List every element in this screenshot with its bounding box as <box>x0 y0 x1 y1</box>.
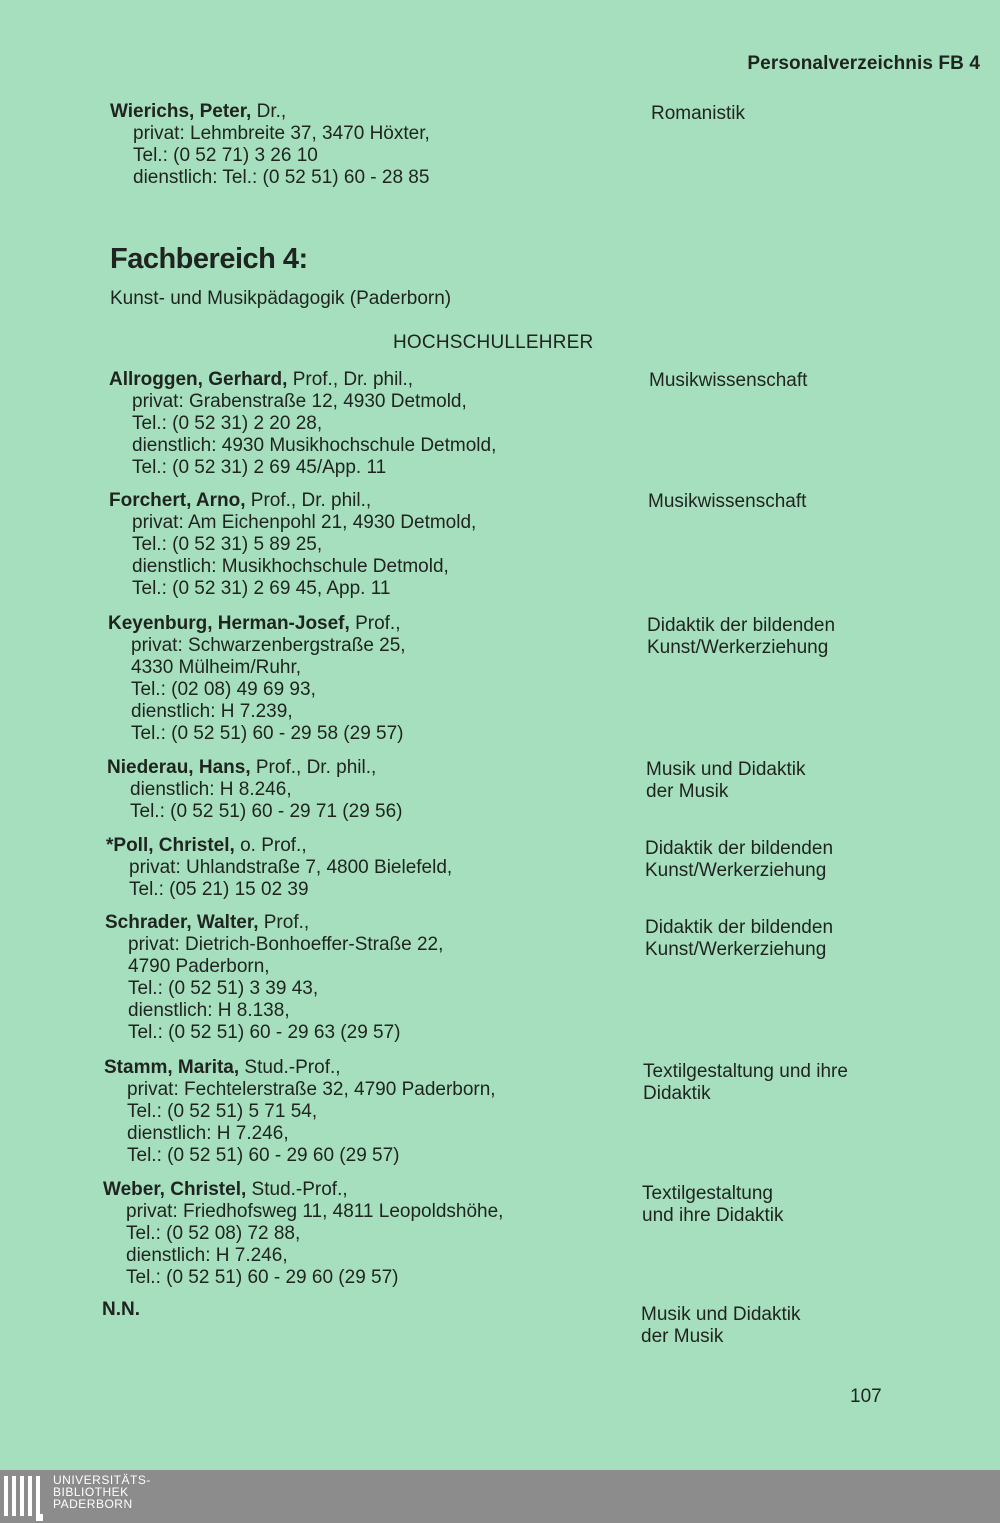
entry-name: Forchert, Arno, <box>109 490 246 511</box>
entry-forchert <box>109 490 476 600</box>
entry-field: Textilgestaltung und ihre Didaktik <box>642 1183 784 1226</box>
entry-title: Prof., <box>349 613 401 634</box>
entry-name: Weber, Christel, <box>103 1179 247 1200</box>
library-footer <box>0 1470 1000 1523</box>
entry-title: Stud.-Prof., <box>239 1057 341 1078</box>
entry-detail: Tel.: (0 52 51) 60 - 29 60 (29 57) <box>127 1145 400 1166</box>
running-head: Personalverzeichnis FB 4 <box>747 53 980 74</box>
section-subheading: Kunst- und Musikpädagogik (Paderborn) <box>110 288 452 309</box>
entry-detail: privat: Fechtelerstraße 32, 4790 Paderborn, <box>127 1079 496 1100</box>
entry-detail: dienstlich: Musikhochschule Detmold, <box>132 556 449 577</box>
entry-detail: dienstlich: H 7.239, <box>131 701 293 722</box>
entry-detail: 4790 Paderborn, <box>128 956 270 977</box>
entry-detail: dienstlich: 4930 Musikhochschule Detmold, <box>132 435 497 456</box>
entry-title: Prof., Dr. phil., <box>250 757 377 778</box>
entry-detail: Tel.: (05 21) 15 02 39 <box>129 879 309 900</box>
entry-allroggen <box>109 369 496 479</box>
entry-detail: Tel.: (0 52 71) 3 26 10 <box>133 145 318 166</box>
entry-title: Prof., <box>258 912 310 933</box>
entry-detail: Tel.: (0 52 51) 60 - 29 60 (29 57) <box>126 1267 399 1288</box>
entry-detail: 4330 Mülheim/Ruhr, <box>131 657 302 678</box>
entry-detail: dienstlich: H 8.246, <box>130 779 292 800</box>
entry-name: Niederau, Hans, <box>107 757 251 778</box>
entry-wierichs <box>110 101 430 189</box>
entry-detail: privat: Grabenstraße 12, 4930 Detmold, <box>132 391 467 412</box>
page-number: 107 <box>850 1386 882 1407</box>
library-logo-text: UNIVERSITÄTS- BIBLIOTHEK PADERBORN <box>53 1473 151 1511</box>
entry-detail: dienstlich: H 8.138, <box>128 1000 290 1021</box>
entry-title: Stud.-Prof., <box>246 1179 348 1200</box>
entry-name: Keyenburg, Herman-Josef, <box>108 613 350 634</box>
entry-stamm <box>104 1057 496 1167</box>
entry-detail: dienstlich: H 7.246, <box>126 1245 288 1266</box>
entry-detail: Tel.: (0 52 51) 3 39 43, <box>128 978 319 999</box>
entry-detail: privat: Uhlandstraße 7, 4800 Bielefeld, <box>129 857 453 878</box>
entry-detail: privat: Friedhofsweg 11, 4811 Leopoldshöhe, <box>126 1201 504 1222</box>
entry-detail: dienstlich: Tel.: (0 52 51) 60 - 28 85 <box>133 167 430 188</box>
entry-detail: Tel.: (0 52 51) 5 71 54, <box>127 1101 318 1122</box>
entry-detail: Tel.: (0 52 31) 5 89 25, <box>132 534 323 555</box>
entry-field: Musikwissenschaft <box>648 491 807 512</box>
entry-detail: dienstlich: H 7.246, <box>127 1123 289 1144</box>
entry-name: *Poll, Christel, <box>106 835 235 856</box>
entry-field: Didaktik der bildenden Kunst/Werkerziehung <box>647 615 836 658</box>
entry-name: Schrader, Walter, <box>105 912 259 933</box>
entry-field: Didaktik der bildenden Kunst/Werkerziehung <box>645 838 834 881</box>
entry-title: Prof., Dr. phil., <box>245 490 372 511</box>
group-label: HOCHSCHULLEHRER <box>393 332 594 353</box>
entry-name: Wierichs, Peter, <box>110 101 252 122</box>
entry-detail: Tel.: (0 52 51) 60 - 29 63 (29 57) <box>128 1022 401 1043</box>
logo-dot-icon <box>36 1514 43 1521</box>
entry-field: Textilgestaltung und ihre Didaktik <box>643 1061 848 1104</box>
section-heading: Fachbereich 4: <box>110 243 308 275</box>
entry-schrader <box>105 912 443 1044</box>
entry-detail: privat: Schwarzenbergstraße 25, <box>131 635 406 656</box>
entry-detail: Tel.: (0 52 51) 60 - 29 71 (29 56) <box>130 801 403 822</box>
entry-field: Musikwissenschaft <box>649 370 808 391</box>
entry-detail: Tel.: (0 52 31) 2 69 45, App. 11 <box>132 578 391 599</box>
entry-niederau <box>107 757 403 823</box>
entry-field: Didaktik der bildenden Kunst/Werkerziehung <box>645 917 834 960</box>
entry-nn <box>102 1299 140 1321</box>
entry-detail: Tel.: (0 52 31) 2 69 45/App. 11 <box>132 457 387 478</box>
entry-detail: privat: Dietrich-Bonhoeffer-Straße 22, <box>128 934 444 955</box>
entry-detail: Tel.: (0 52 31) 2 20 28, <box>132 413 323 434</box>
entry-detail: Tel.: (0 52 08) 72 88, <box>126 1223 301 1244</box>
entry-detail: privat: Lehmbreite 37, 3470 Höxter, <box>133 123 430 144</box>
entry-detail: Tel.: (0 52 51) 60 - 29 58 (29 57) <box>131 723 404 744</box>
entry-name: N.N. <box>102 1299 140 1320</box>
entry-title: o. Prof., <box>234 835 307 856</box>
entry-name: Allroggen, Gerhard, <box>109 369 288 390</box>
entry-keyenburg <box>108 613 406 745</box>
entry-title: Prof., Dr. phil., <box>287 369 414 390</box>
entry-field: Romanistik <box>651 103 745 124</box>
entry-detail: privat: Am Eichenpohl 21, 4930 Detmold, <box>132 512 477 533</box>
entry-field: Musik und Didaktik der Musik <box>641 1304 801 1347</box>
entry-field: Musik und Didaktik der Musik <box>646 759 806 802</box>
entry-title: Dr., <box>251 101 287 122</box>
entry-detail: Tel.: (02 08) 49 69 93, <box>131 679 316 700</box>
entry-poll <box>106 835 452 901</box>
entry-weber <box>103 1179 503 1289</box>
entry-name: Stamm, Marita, <box>104 1057 240 1078</box>
